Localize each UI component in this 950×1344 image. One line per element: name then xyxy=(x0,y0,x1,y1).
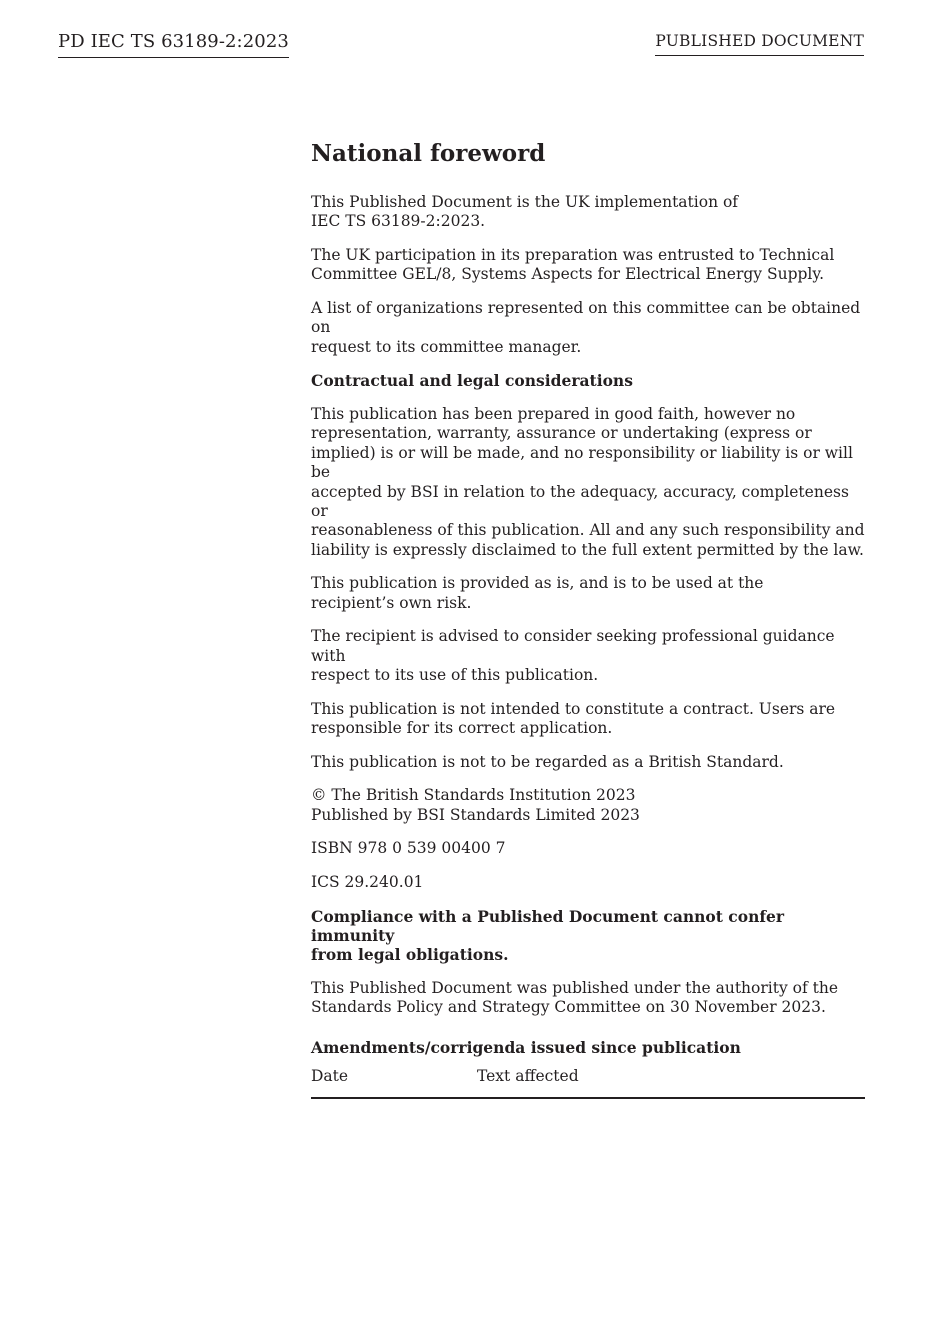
amendments-text-header: Text affected xyxy=(477,1067,579,1086)
paragraph: The UK participation in its preparation was entrusted to Technical Committee GEL/8, Systems Aspects for Electrical Energy Supply. xyxy=(311,246,835,284)
paragraph: A list of organizations represented on this committee can be obtained on request to its committee manager. xyxy=(311,299,861,356)
paragraph: © The British Standards Institution 2023 Published by BSI Standards Limited 2023 xyxy=(311,786,640,824)
document-id: PD IEC TS 63189-2:2023 xyxy=(58,31,289,58)
amendments-date-header: Date xyxy=(311,1067,349,1086)
paragraph: This publication is provided as is, and is to be used at the recipient’s own risk. xyxy=(311,574,764,612)
amendments-title: Amendments/corrigenda issued since publication xyxy=(311,1037,741,1057)
paragraph: ISBN 978 0 539 00400 7 xyxy=(311,839,506,858)
paragraph: This publication has been prepared in good faith, however no representation, warranty, assurance or undertaking (express or implied) is or will be made, and no responsibility or liability is or will be accepted by BSI in relation to the adequacy, accuracy, completeness or reasonableness of this publication. All and any such responsibility and liability is expressly disclaimed to the full extent permitted by the law. xyxy=(311,405,865,559)
paragraph: This Published Document is the UK implementation of IEC TS 63189-2:2023. xyxy=(311,193,739,231)
section-heading: Compliance with a Published Document cannot confer immunity from legal obligations. xyxy=(311,906,785,965)
document-type: PUBLISHED DOCUMENT xyxy=(655,32,864,56)
paragraph: This Published Document was published under the authority of the Standards Policy and Strategy Committee on 30 November 2023. xyxy=(311,979,839,1017)
paragraph: ICS 29.240.01 xyxy=(311,873,424,892)
foreword-content xyxy=(311,138,865,1099)
page-title: National foreword xyxy=(311,140,546,167)
foreword-body xyxy=(311,193,865,1018)
paragraph: The recipient is advised to consider seeking professional guidance with respect to its use of this publication. xyxy=(311,627,835,685)
paragraph: This publication is not intended to constitute a contract. Users are responsible for its correct application. xyxy=(311,699,836,738)
amendments-table xyxy=(311,1067,865,1098)
paragraph: This publication is not to be regarded as a British Standard. xyxy=(311,752,784,771)
section-heading: Contractual and legal considerations xyxy=(311,371,633,391)
